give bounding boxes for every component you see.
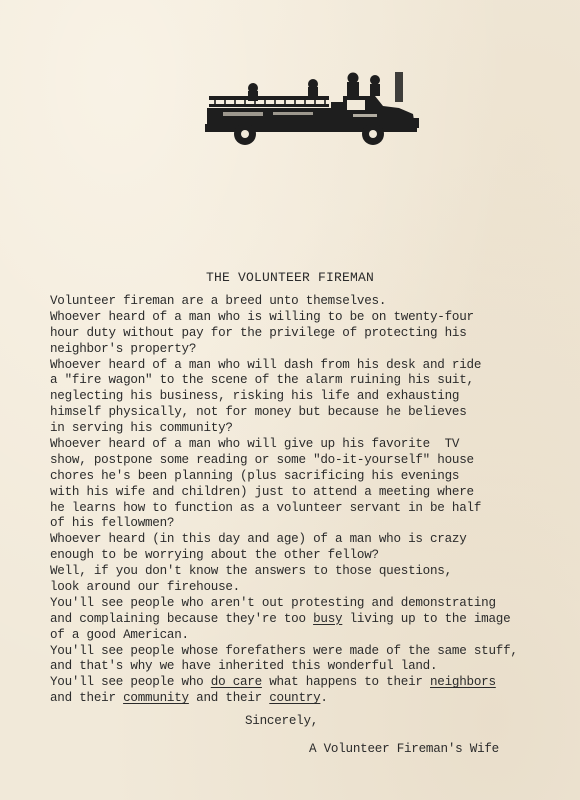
body-line (50, 532, 570, 548)
body-line (50, 373, 570, 389)
underlined-word: neighbors (430, 675, 496, 690)
line-text: Well, if you don't know the answers to those questions, (50, 564, 452, 579)
body-line (50, 659, 570, 675)
line-text: living up to the image (342, 611, 511, 626)
body-line (50, 628, 570, 644)
underlined-word: country (269, 691, 321, 706)
body-line (50, 469, 570, 485)
line-text: Whoever heard of a man who is willing to be on twenty-four (50, 309, 474, 324)
underlined-word: busy (313, 611, 343, 626)
body-line (50, 501, 570, 517)
body-line (50, 405, 570, 421)
underlined-word: do care (210, 675, 262, 690)
body-line (50, 453, 570, 469)
body-line (50, 485, 570, 501)
line-text: . (320, 691, 328, 706)
line-text: what happens to their (261, 675, 430, 690)
line-text: and that's why we have inherited this wonderful land. (50, 659, 438, 674)
body-line (50, 437, 570, 453)
body-line (50, 342, 570, 358)
body-line (50, 310, 570, 326)
body-line (50, 580, 570, 596)
body-line (50, 294, 570, 310)
line-text: Whoever heard of a man who will give up his favorite TV (50, 437, 460, 452)
body-line (50, 612, 570, 628)
line-text: neighbor's property? (50, 341, 197, 356)
line-text: in serving his community? (50, 421, 233, 436)
line-text: Whoever heard of a man who will dash from his desk and ride (50, 357, 482, 372)
body-line (50, 548, 570, 564)
line-text: look around our firehouse. (50, 580, 240, 595)
body-line (50, 691, 570, 707)
line-text: neglecting his business, risking his life and exhausting (50, 389, 460, 404)
line-text: and their (188, 691, 270, 706)
body-line (50, 421, 570, 437)
underlined-word: community (123, 691, 189, 706)
body-line (50, 564, 570, 580)
line-text: You'll see people whose forefathers were made of the same stuff, (50, 643, 518, 658)
line-text: enough to be worrying about the other fellow? (50, 548, 379, 563)
body-line (50, 675, 570, 691)
letter-body (50, 294, 570, 707)
body-line (50, 596, 570, 612)
line-text: and their (50, 691, 124, 706)
line-text: a "fire wagon" to the scene of the alarm ruining his suit, (50, 373, 474, 388)
line-text: Whoever heard (in this day and age) of a man who is crazy (50, 532, 467, 547)
fire-truck-icon (203, 62, 423, 154)
body-line (50, 358, 570, 374)
document-title: THE VOLUNTEER FIREMAN (205, 270, 375, 285)
line-text: You'll see people who (50, 675, 211, 690)
line-text: and complaining because they're too (50, 611, 314, 626)
line-text: with his wife and children) just to attend a meeting where (50, 484, 474, 499)
closing: Sincerely, (245, 714, 319, 728)
line-text: Volunteer fireman are a breed unto themselves. (50, 294, 387, 308)
line-text: of a good American. (50, 627, 189, 642)
line-text: You'll see people who aren't out protesting and demonstrating (50, 595, 496, 610)
line-text: chores he's been planning (plus sacrificing his evenings (50, 468, 460, 483)
signature: A Volunteer Fireman's Wife (309, 742, 499, 756)
body-line (50, 389, 570, 405)
line-text: hour duty without pay for the privilege of protecting his (50, 325, 467, 340)
body-line (50, 644, 570, 660)
line-text: of his fellowmen? (50, 516, 175, 531)
line-text: show, postpone some reading or some "do-it-yourself" house (50, 452, 474, 467)
body-line (50, 516, 570, 532)
line-text: he learns how to function as a volunteer servant in be half (50, 500, 482, 515)
line-text: himself physically, not for money but because he believes (50, 405, 467, 420)
body-line (50, 326, 570, 342)
